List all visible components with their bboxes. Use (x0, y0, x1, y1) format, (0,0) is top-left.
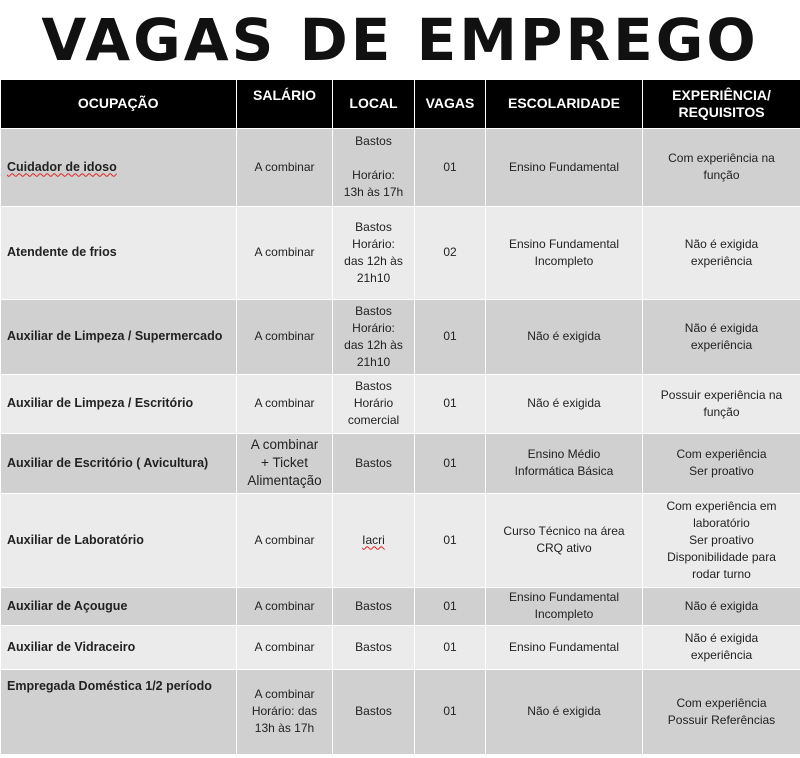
table-row (1, 669, 800, 754)
cell-occupation: Empregada Doméstica 1/2 período (1, 669, 237, 754)
header-vacancies: VAGAS (415, 80, 486, 128)
table-row (1, 206, 800, 299)
cell-occupation (1, 128, 237, 206)
cell-experience: Com experiência Ser proativo (643, 433, 800, 493)
cell-occupation: Auxiliar de Limpeza / Escritório (1, 374, 237, 433)
cell-occupation: Auxiliar de Escritório ( Avicultura) (1, 433, 237, 493)
cell-education: Ensino Médio Informática Básica (486, 433, 643, 493)
cell-experience: Com experiência em laboratório Ser proativo Disponibilidade para rodar turno (643, 493, 800, 587)
cell-education: Curso Técnico na área CRQ ativo (486, 493, 643, 587)
cell-vacancies: 01 (415, 625, 486, 669)
cell-vacancies: 01 (415, 587, 486, 625)
cell-occupation: Auxiliar de Açougue (1, 587, 237, 625)
cell-salary: A combinar (237, 206, 333, 299)
cell-location: Bastos Horário: das 12h às 21h10 (333, 299, 415, 374)
cell-salary: A combinar (237, 625, 333, 669)
cell-salary: A combinar (237, 587, 333, 625)
spellcheck-flagged-text: Iacri (362, 532, 385, 547)
header-experience: EXPERIÊNCIA/ REQUISITOS (643, 80, 800, 128)
cell-vacancies: 01 (415, 669, 486, 754)
cell-salary: A combinar (237, 128, 333, 206)
cell-education: Não é exigida (486, 299, 643, 374)
cell-education: Ensino Fundamental (486, 128, 643, 206)
cell-education: Não é exigida (486, 669, 643, 754)
cell-vacancies: 02 (415, 206, 486, 299)
cell-location: Bastos (333, 433, 415, 493)
header-education: ESCOLARIDADE (486, 80, 643, 128)
cell-salary: A combinar + Ticket Alimentação (237, 433, 333, 493)
cell-salary: A combinar (237, 299, 333, 374)
table-row (1, 493, 800, 587)
cell-salary: A combinar Horário: das 13h às 17h (237, 669, 333, 754)
cell-experience: Com experiência na função (643, 128, 800, 206)
cell-location: Bastos Horário: 13h às 17h (333, 128, 415, 206)
cell-education: Ensino Fundamental Incompleto (486, 587, 643, 625)
cell-experience: Não é exigida experiência (643, 206, 800, 299)
cell-education: Ensino Fundamental Incompleto (486, 206, 643, 299)
table-row (1, 299, 800, 374)
cell-salary: A combinar (237, 493, 333, 587)
header-location: LOCAL (333, 80, 415, 128)
cell-location: Bastos (333, 625, 415, 669)
cell-experience: Possuir experiência na função (643, 374, 800, 433)
table-row (1, 625, 800, 669)
cell-vacancies: 01 (415, 433, 486, 493)
cell-location: Bastos Horário: das 12h às 21h10 (333, 206, 415, 299)
header-salary: SALÁRIO (237, 80, 333, 128)
cell-experience: Não é exigida experiência (643, 625, 800, 669)
job-vacancies-table (0, 80, 800, 755)
cell-occupation: Auxiliar de Laboratório (1, 493, 237, 587)
cell-education: Ensino Fundamental (486, 625, 643, 669)
cell-vacancies: 01 (415, 374, 486, 433)
cell-vacancies: 01 (415, 493, 486, 587)
cell-location (333, 493, 415, 587)
cell-education: Não é exigida (486, 374, 643, 433)
spellcheck-flagged-text: Cuidador de idoso (7, 159, 117, 174)
cell-experience: Com experiência Possuir Referências (643, 669, 800, 754)
cell-experience: Não é exigida (643, 587, 800, 625)
table-row (1, 128, 800, 206)
cell-experience: Não é exigida experiência (643, 299, 800, 374)
table-row (1, 433, 800, 493)
cell-location: Bastos Horário comercial (333, 374, 415, 433)
table-row (1, 374, 800, 433)
table-row (1, 587, 800, 625)
page-title: VAGAS DE EMPREGO (41, 6, 759, 74)
header-occupation: OCUPAÇÃO (1, 80, 237, 128)
cell-salary: A combinar (237, 374, 333, 433)
cell-occupation: Auxiliar de Limpeza / Supermercado (1, 299, 237, 374)
cell-vacancies: 01 (415, 299, 486, 374)
cell-occupation: Atendente de frios (1, 206, 237, 299)
cell-location: Bastos (333, 587, 415, 625)
table-header-row (1, 80, 800, 128)
cell-location: Bastos (333, 669, 415, 754)
cell-vacancies: 01 (415, 128, 486, 206)
cell-occupation: Auxiliar de Vidraceiro (1, 625, 237, 669)
